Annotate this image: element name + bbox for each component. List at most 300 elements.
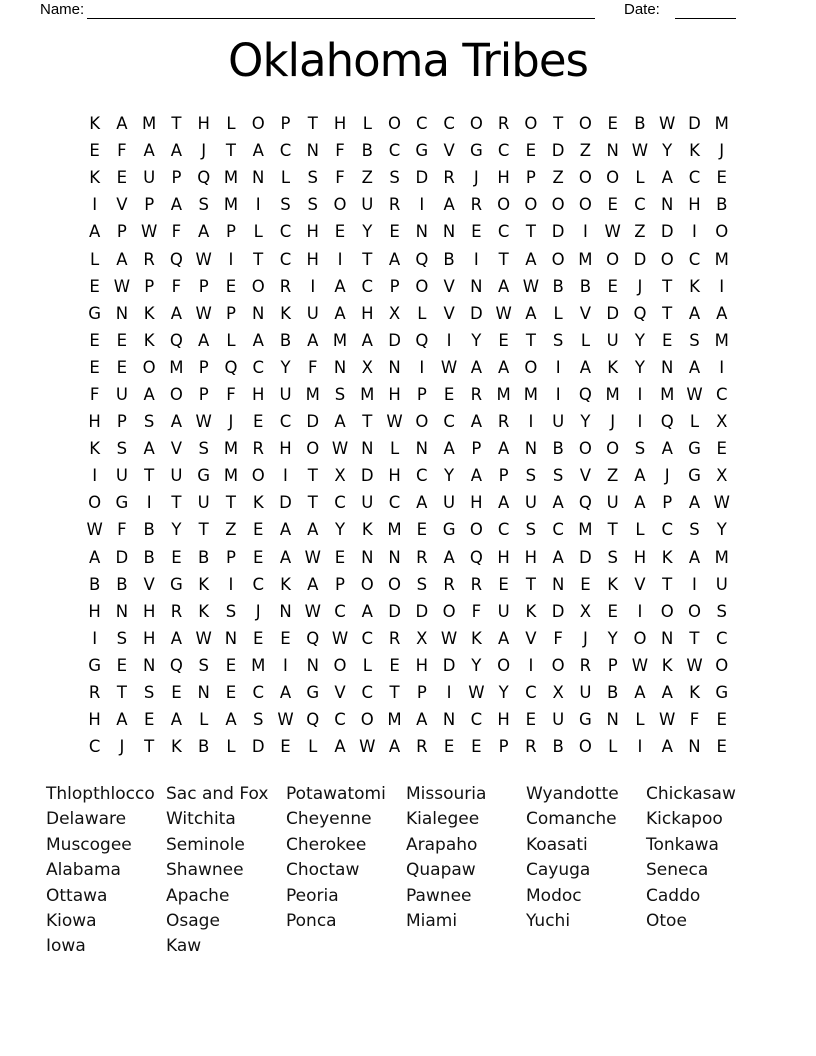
grid-letter: E [143,710,155,730]
grid-letter: M [523,384,538,404]
grid-letter: H [88,601,101,621]
grid-letter: R [416,547,428,567]
grid-letter: H [88,710,101,730]
grid-letter: B [88,574,101,594]
grid-letter: E [116,168,128,188]
grid-letter: G [688,439,701,459]
grid-letter: I [528,412,534,432]
grid-letter: E [498,574,509,594]
grid-letter: C [361,276,374,296]
grid-letter: O [606,439,620,459]
grid-letter: A [688,357,701,377]
grid-letter: N [606,710,619,730]
grid-letter: O [251,114,265,134]
grid-letter: L [608,737,618,757]
grid-letter: O [578,439,592,459]
grid-letter: P [116,412,127,432]
grid-letter: P [144,195,155,215]
grid-letter: R [470,574,483,594]
grid-letter: N [252,168,265,188]
grid-letter: O [551,195,565,215]
grid-letter: W [113,276,131,296]
grid-letter: C [416,466,428,486]
grid-letter: G [579,710,592,730]
grid-letter: O [333,655,347,675]
name-blank-line[interactable] [87,2,595,19]
grid-letter: A [170,412,183,432]
grid-letter: F [689,710,700,730]
grid-letter: S [143,683,155,703]
letter-grid [81,110,735,760]
grid-letter: U [497,601,510,621]
grid-letter: S [198,439,209,459]
grid-letter: A [334,737,346,757]
grid-letter: T [116,683,127,703]
grid-letter: C [388,493,401,513]
grid-letter: T [307,493,318,513]
grid-letter: C [470,710,483,730]
grid-letter: P [225,222,236,242]
grid-letter: M [714,547,729,567]
word-list-item: Otoe [646,911,687,932]
grid-letter: S [525,520,537,540]
grid-letter: U [579,683,592,703]
grid-letter: D [115,547,129,567]
grid-letter: W [331,439,349,459]
grid-letter: S [143,412,155,432]
page-title: Oklahoma Tribes [228,34,588,87]
grid-letter: W [631,655,649,675]
grid-letter: O [333,195,347,215]
grid-letter: M [142,114,157,134]
grid-letter: H [306,249,319,269]
grid-letter: O [442,601,456,621]
grid-letter: W [604,222,621,242]
grid-letter: A [497,439,510,459]
grid-letter: O [524,195,538,215]
grid-letter: X [716,466,728,486]
grid-letter: E [116,357,128,377]
word-list [46,782,766,960]
grid-letter: I [637,384,643,404]
grid-letter: X [334,466,346,486]
word-list-item: Yuchi [526,911,571,932]
grid-letter: A [143,439,155,459]
word-list-item: Osage [166,911,220,932]
grid-letter: W [686,384,703,404]
grid-letter: B [198,737,210,757]
grid-letter: Z [552,168,564,188]
grid-letter: R [388,195,401,215]
grid-letter: E [171,683,182,703]
grid-letter: E [525,710,537,730]
grid-letter: I [92,466,98,486]
grid-letter: P [225,303,236,323]
grid-letter: A [170,141,183,161]
grid-letter: P [198,276,209,296]
grid-letter: S [252,710,264,730]
word-list-item: Shawnee [166,860,244,881]
grid-letter: M [387,710,402,730]
grid-letter: N [333,357,347,377]
grid-letter: D [415,168,429,188]
grid-letter: Q [415,330,429,350]
grid-letter: E [253,412,264,432]
grid-letter: T [362,249,373,269]
grid-letter: N [415,439,428,459]
grid-letter: A [416,710,428,730]
grid-letter: E [89,330,100,350]
grid-letter: O [415,412,429,432]
grid-letter: L [199,710,209,730]
grid-letter: N [661,195,674,215]
grid-letter: B [607,683,619,703]
grid-letter: G [197,466,211,486]
grid-letter: A [552,493,564,513]
grid-letter: A [170,195,183,215]
grid-letter: G [442,520,456,540]
grid-letter: E [716,737,727,757]
grid-letter: P [389,276,400,296]
grid-letter: L [389,439,400,459]
grid-letter: E [389,222,400,242]
grid-letter: O [469,520,483,540]
grid-letter: A [525,249,537,269]
grid-letter: I [473,249,479,269]
grid-letter: O [551,249,565,269]
grid-letter: X [361,357,373,377]
word-list-column [286,782,406,934]
grid-letter: Y [280,357,291,377]
grid-letter: K [171,737,182,757]
grid-letter: U [115,466,128,486]
grid-letter: Y [580,412,591,432]
grid-letter: V [579,303,592,323]
grid-letter: E [525,141,537,161]
grid-letter: O [606,249,620,269]
word-list-item: Cherokee [286,834,367,855]
grid-letter: Y [334,520,346,540]
grid-letter: H [497,168,510,188]
grid-letter: L [226,330,236,350]
grid-letter: O [578,195,592,215]
grid-letter: V [443,141,455,161]
grid-letter: D [660,222,674,242]
grid-letter: I [582,222,588,242]
word-list-item: Pawnee [406,885,472,906]
grid-letter: K [252,493,264,513]
grid-letter: W [440,628,458,648]
grid-letter: E [716,710,727,730]
grid-letter: E [580,574,591,594]
grid-letter: E [334,222,346,242]
grid-letter: I [555,384,561,404]
grid-letter: I [446,683,452,703]
grid-letter: U [524,493,537,513]
grid-letter: P [471,439,482,459]
grid-letter: A [170,303,183,323]
grid-letter: I [92,628,98,648]
grid-letter: T [253,249,264,269]
grid-letter: L [553,303,563,323]
grid-letter: A [88,222,101,242]
grid-letter: H [142,628,156,648]
grid-letter: F [471,601,482,621]
word-list-column [406,782,526,934]
grid-letter: M [387,520,402,540]
grid-letter: H [497,710,510,730]
grid-letter: A [416,493,428,513]
grid-letter: I [146,493,152,513]
grid-letter: A [661,683,673,703]
grid-letter: R [443,168,455,188]
grid-letter: N [388,547,401,567]
grid-letter: P [280,114,291,134]
grid-letter: A [688,493,701,513]
grid-letter: G [306,683,320,703]
grid-letter: R [416,737,428,757]
grid-letter: M [578,520,593,540]
grid-letter: S [552,330,564,350]
grid-letter: G [170,574,183,594]
grid-letter: E [116,655,128,675]
grid-letter: L [689,412,700,432]
grid-letter: C [715,384,728,404]
grid-letter: M [605,384,620,404]
grid-letter: G [688,466,701,486]
grid-letter: Y [471,655,482,675]
grid-letter: F [553,628,563,648]
grid-letter: A [143,141,155,161]
grid-letter: R [143,249,155,269]
grid-letter: L [362,655,372,675]
grid-letter: Q [578,384,592,404]
grid-letter: E [253,628,264,648]
grid-letter: A [661,168,673,188]
grid-letter: C [443,412,455,432]
grid-letter: C [279,222,292,242]
grid-letter: U [361,493,374,513]
grid-letter: O [660,601,674,621]
grid-letter: V [443,303,455,323]
grid-letter: N [115,601,129,621]
grid-letter: I [255,195,261,215]
grid-letter: R [252,439,264,459]
grid-letter: S [198,655,209,675]
grid-letter: D [388,330,401,350]
grid-letter: Y [716,520,727,540]
word-list-item: Cheyenne [286,809,372,830]
grid-letter: P [198,357,209,377]
grid-letter: C [634,195,646,215]
grid-letter: P [525,168,536,188]
grid-letter: Q [169,330,183,350]
grid-letter: P [416,683,427,703]
grid-letter: Y [171,520,182,540]
grid-letter: G [469,141,483,161]
word-list-item: Kaw [166,936,202,957]
grid-letter: A [688,303,701,323]
grid-letter: I [446,330,452,350]
grid-letter: I [719,357,725,377]
grid-letter: A [661,439,673,459]
grid-letter: H [279,439,292,459]
grid-letter: Q [224,357,238,377]
grid-letter: L [635,520,645,540]
grid-letter: C [388,141,401,161]
grid-letter: T [144,466,155,486]
grid-letter: T [498,249,509,269]
grid-letter: N [688,737,701,757]
grid-letter: E [280,737,291,757]
grid-letter: Q [169,249,183,269]
word-list-item: Arapaho [406,834,478,855]
word-list-item: Seneca [646,860,709,881]
grid-letter: O [524,357,538,377]
grid-letter: U [552,710,565,730]
grid-letter: V [334,683,346,703]
grid-letter: N [252,303,265,323]
grid-letter: A [198,330,210,350]
word-list-item: Delaware [46,809,127,830]
grid-letter: Q [415,249,429,269]
grid-letter: O [524,114,538,134]
grid-letter: I [228,574,234,594]
word-list-item: Alabama [46,860,121,881]
grid-letter: O [415,276,429,296]
grid-letter: H [252,384,265,404]
grid-letter: P [498,466,509,486]
grid-letter: K [525,601,537,621]
grid-letter: P [662,493,673,513]
grid-letter: H [470,493,483,513]
grid-letter: X [552,683,564,703]
grid-letter: D [415,601,429,621]
grid-letter: A [634,683,646,703]
grid-letter: A [443,439,455,459]
grid-letter: W [86,520,103,540]
grid-letter: A [579,357,592,377]
grid-letter: A [470,357,482,377]
grid-letter: F [117,520,127,540]
grid-letter: G [88,655,102,675]
grid-letter: K [361,520,373,540]
grid-letter: Q [578,493,592,513]
grid-letter: C [334,601,346,621]
grid-letter: T [525,330,536,350]
grid-letter: B [634,114,646,134]
grid-letter: K [607,574,619,594]
grid-letter: C [497,141,510,161]
grid-letter: L [226,737,236,757]
grid-letter: L [90,249,100,269]
word-list-item: Tonkawa [646,834,719,855]
grid-letter: A [116,114,128,134]
grid-letter: R [388,628,401,648]
grid-letter: O [388,574,402,594]
grid-letter: H [688,195,701,215]
grid-letter: E [498,330,509,350]
grid-letter: H [88,412,101,432]
grid-letter: H [497,547,510,567]
grid-letter: W [713,493,730,513]
grid-letter: K [689,683,700,703]
grid-letter: Z [607,466,619,486]
grid-letter: I [283,655,288,675]
grid-letter: M [223,466,239,486]
grid-letter: E [280,628,291,648]
grid-letter: A [525,303,537,323]
grid-letter: I [528,655,534,675]
grid-letter: N [306,655,319,675]
grid-letter: E [471,737,482,757]
grid-letter: A [470,412,482,432]
grid-letter: X [716,412,728,432]
grid-letter: Q [169,655,183,675]
date-blank-line[interactable] [675,2,736,19]
grid-letter: R [443,574,455,594]
grid-letter: A [279,547,292,567]
grid-letter: O [88,493,102,513]
word-list-item: Missouria [406,784,487,804]
grid-letter: A [307,520,319,540]
grid-letter: S [525,466,537,486]
grid-letter: T [525,222,536,242]
grid-letter: S [689,520,700,540]
grid-letter: C [88,737,101,757]
grid-letter: N [661,628,674,648]
grid-letter: Y [498,683,509,703]
grid-letter: D [279,493,292,513]
grid-letter: L [308,737,318,757]
grid-letter: S [198,195,209,215]
grid-letter: C [252,574,264,594]
grid-letter: U [606,330,619,350]
grid-letter: O [551,655,565,675]
grid-letter: T [689,628,700,648]
word-list-item: Ponca [286,911,337,932]
grid-letter: F [335,168,345,188]
grid-letter: S [225,601,237,621]
grid-letter: S [634,439,646,459]
grid-letter: N [606,141,619,161]
grid-letter: U [443,493,456,513]
grid-letter: E [89,276,100,296]
grid-letter: K [280,303,291,323]
grid-letter: B [552,276,564,296]
grid-letter: T [607,520,618,540]
grid-letter: O [169,384,183,404]
grid-letter: S [716,601,727,621]
grid-letter: A [443,547,455,567]
grid-letter: B [443,249,455,269]
grid-letter: S [689,330,700,350]
grid-letter: G [88,303,102,323]
grid-letter: I [719,276,725,296]
grid-letter: S [307,168,318,188]
grid-letter: H [142,601,156,621]
grid-letter: A [198,222,210,242]
grid-letter: M [305,384,320,404]
grid-letter: H [197,114,210,134]
grid-letter: A [634,466,646,486]
grid-letter: A [361,330,373,350]
grid-letter: A [388,737,401,757]
grid-letter: K [470,628,482,648]
grid-letter: L [253,222,263,242]
grid-letter: L [226,114,236,134]
grid-letter: B [552,737,564,757]
